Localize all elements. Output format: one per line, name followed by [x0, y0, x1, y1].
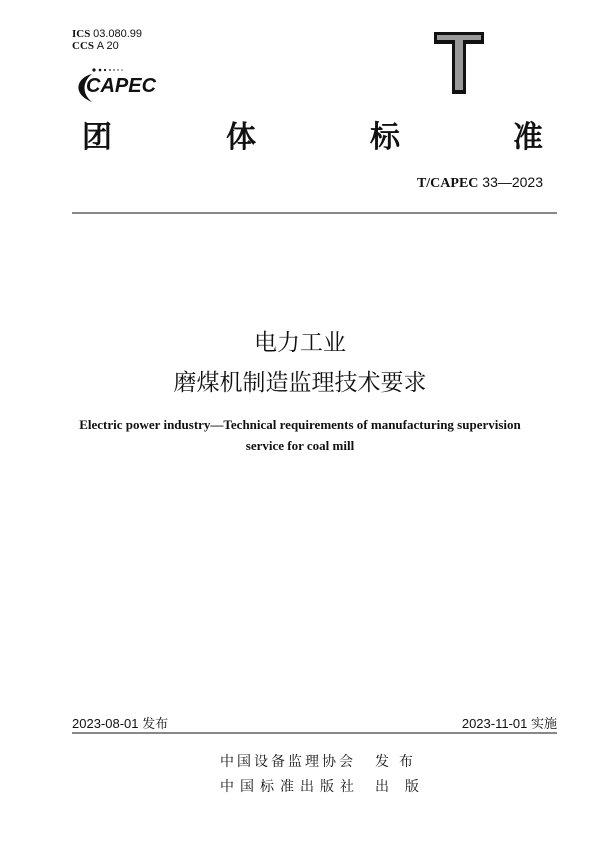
svg-text:T: T — [432, 30, 433, 31]
svg-text:CAPEC: CAPEC — [86, 75, 157, 97]
title-line-1: 电力工业 — [254, 329, 346, 355]
standard-number: T/CAPEC 33—2023 — [416, 174, 543, 191]
english-title-line-1: Electric power industry—Technical requirements of manufacturing supervision — [79, 417, 521, 432]
heading-char: 团 — [82, 121, 112, 154]
press-row: 中国标准出版社 出 版 — [220, 778, 425, 794]
ccs-code: CCS A 20 — [72, 40, 119, 52]
issue-date: 2023-08-01 发布 — [72, 716, 169, 731]
ics-code: ICS 03.080.99 — [72, 28, 143, 40]
heading-char: 准 — [513, 121, 543, 154]
footer-divider — [72, 732, 557, 734]
heading-char: 标 — [370, 121, 400, 154]
title-line-2: 磨煤机制造监理技术要求 — [173, 369, 427, 395]
english-title-line-2: service for coal mill — [245, 438, 355, 453]
publisher-row: 中国设备监理协会 发 布 — [220, 753, 416, 769]
heading-char: 体 — [226, 121, 256, 154]
capec-logo — [72, 62, 172, 104]
implementation-date: 2023-11-01 实施 — [461, 716, 557, 731]
header-divider — [72, 212, 557, 214]
standard-type-T-emblem — [432, 30, 486, 96]
